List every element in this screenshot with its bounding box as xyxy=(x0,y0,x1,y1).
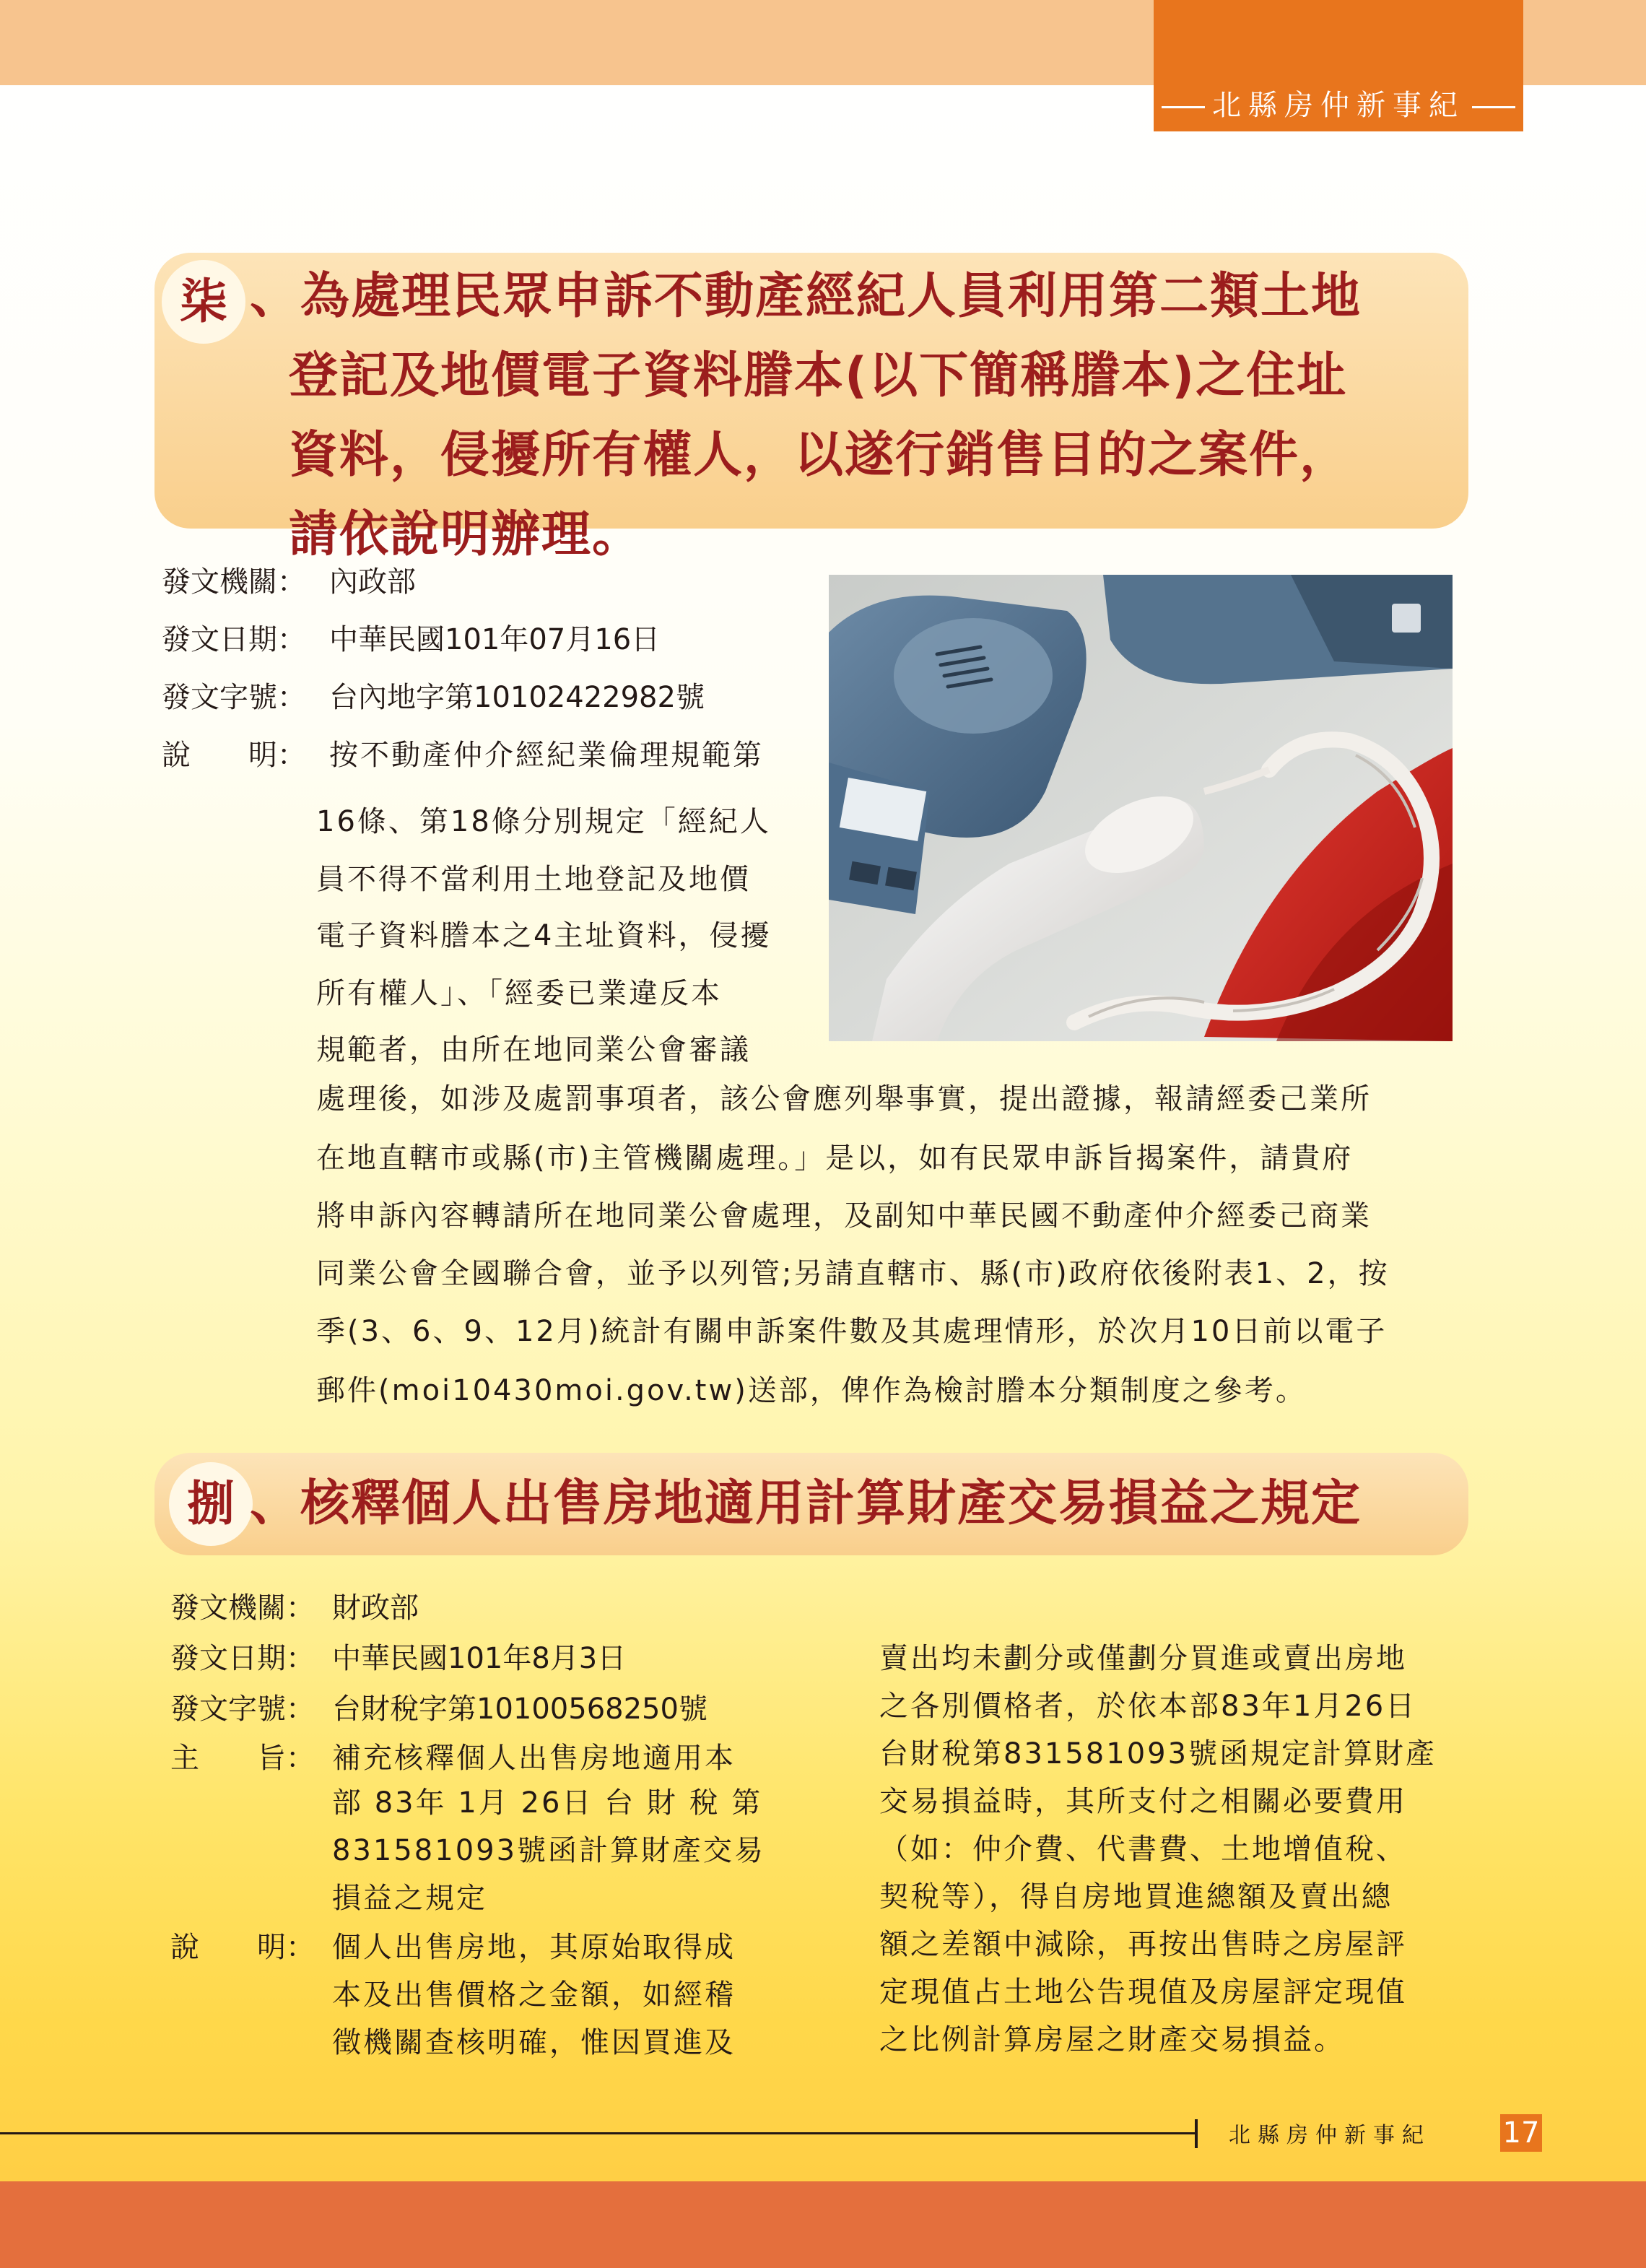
desc-line: 徵機關查核明確，惟因買進及 xyxy=(332,2026,736,2059)
desc-line: 之各別價格者，於依本部83年1月26日 xyxy=(879,1690,1417,1723)
footer-title: 北縣房仲新事紀 xyxy=(1229,2123,1431,2148)
page-number: 17 xyxy=(1500,2114,1542,2152)
section8-info xyxy=(170,1583,736,1782)
header-title-row xyxy=(1154,82,1523,123)
section8-heading xyxy=(154,1453,1468,1555)
section7-title-line: 請依說明辦理。 xyxy=(289,506,643,563)
section8-desc-row xyxy=(170,1924,736,1971)
telephone-photo xyxy=(829,575,1453,1041)
subject-line: 部 83年 1月 26日 台 財 稅 第 xyxy=(332,1786,763,1820)
desc-line: 個人出售房地，其原始取得成 xyxy=(332,1931,736,1964)
ref-value: 台財稅字第10100568250號 xyxy=(332,1693,707,1726)
section8-desc-right xyxy=(879,1635,1437,2064)
section7-title-line: 、為處理民眾申訴不動產經紀人員利用第二類土地 xyxy=(250,268,1362,325)
section7-ref-row xyxy=(162,669,764,726)
telephone-illustration xyxy=(829,575,1453,1041)
section7-desc-line: 將申訴內容轉請所在地同業公會處理，及副知中華民國不動產仲介經委己商業 xyxy=(316,1199,1372,1233)
desc-line: 台財稅第831581093號函規定計算財產 xyxy=(879,1737,1437,1770)
desc-label: 說 明： xyxy=(170,1931,315,1964)
subject-line: 損益之規定 xyxy=(332,1882,487,1915)
subject-line: 補充核釋個人出售房地適用本 xyxy=(332,1742,736,1775)
desc-line: 額之差額中減除，再按出售時之房屋評 xyxy=(879,1928,1407,1961)
section7-desc-line: 同業公會全國聯合會，並予以列管;另請直轄市、縣(市)政府依後附表1、2，按 xyxy=(316,1257,1390,1290)
header-tab xyxy=(1154,0,1523,131)
section7-heading xyxy=(154,253,1468,563)
section7-desc-line: 員不得不當利用土地登記及地價 xyxy=(316,863,751,896)
section7-issuer-row xyxy=(162,553,764,611)
section8-number: 捌 xyxy=(169,1462,253,1546)
date-value: 中華民國101年07月16日 xyxy=(329,623,661,656)
header-title: 北縣房仲新事紀 xyxy=(1212,89,1465,122)
section7-desc-line: 在地直轄市或縣(市)主管機關處理。」是以，如有民眾申訴旨揭案件，請貴府 xyxy=(316,1142,1354,1175)
section7-desc-line: 處理後，如涉及處罰事項者，該公會應列舉事實，提出證據，報請經委己業所 xyxy=(316,1082,1372,1116)
footer-rule-end xyxy=(1195,2119,1198,2148)
header-dash-left xyxy=(1162,106,1205,108)
desc-line: 按不動產仲介經紀業倫理規範第 xyxy=(329,739,764,772)
desc-line: 本及出售價格之金額，如經稽 xyxy=(332,1978,736,2012)
issuer-label: 發文機關： xyxy=(170,1591,315,1625)
section7-desc-line: 季(3、6、9、12月)統計有關申訴案件數及其處理情形，於次月10日前以電子 xyxy=(316,1315,1388,1348)
ref-label: 發文字號： xyxy=(162,681,306,714)
section7-title-line: 登記及地價電子資料謄本(以下簡稱謄本)之住址 xyxy=(289,347,1348,404)
header-dash-right xyxy=(1472,106,1515,108)
desc-line: 之比例計算房屋之財產交易損益。 xyxy=(879,2023,1345,2056)
section7-title-line: 資料，侵擾所有權人，以遂行銷售目的之案件， xyxy=(289,427,1351,484)
section7-desc-line: 郵件(moi10430moi.gov.tw)送部，俾作為檢討謄本分類制度之參考。 xyxy=(316,1374,1307,1407)
section7-info xyxy=(162,553,764,784)
section7-number: 柒 xyxy=(162,260,245,344)
section7-date-row xyxy=(162,611,764,669)
section8-desc-left xyxy=(170,1924,736,2067)
desc-line: 契稅等），得自房地買進總額及賣出總 xyxy=(879,1880,1393,1913)
section7-desc-line: 電子資料謄本之4主址資料，侵擾 xyxy=(316,919,772,952)
section7-desc-row xyxy=(162,726,764,784)
subject-label: 主 旨： xyxy=(170,1742,315,1775)
ref-value: 台內地字第10102422982號 xyxy=(329,681,705,714)
issuer-label: 發文機關： xyxy=(162,565,306,599)
section7-title xyxy=(250,257,1463,575)
date-label: 發文日期： xyxy=(162,623,306,656)
section7-desc-line: 所有權人」、「經委已業違反本 xyxy=(316,977,722,1010)
section8-title: 、核釋個人出售房地適用計算財產交易損益之規定 xyxy=(250,1475,1362,1532)
issuer-value: 內政部 xyxy=(329,565,416,599)
section8-ref-row xyxy=(170,1684,736,1734)
date-label: 發文日期： xyxy=(170,1642,315,1675)
date-value: 中華民國101年8月3日 xyxy=(332,1642,627,1675)
section7-desc-line: 16條、第18條分別規定「經紀人 xyxy=(316,805,771,838)
footer-rule xyxy=(0,2132,1195,2134)
section8-subject-row xyxy=(170,1734,736,1782)
section8-subject-cont xyxy=(332,1779,765,1922)
subject-line: 831581093號函計算財產交易 xyxy=(332,1834,766,1867)
issuer-value: 財政部 xyxy=(332,1591,419,1625)
section8-date-row xyxy=(170,1633,736,1684)
desc-line: （如：仲介費、代書費、土地增值稅、 xyxy=(879,1833,1407,1866)
section7-desc-line: 規範者，由所在地同業公會審議 xyxy=(316,1033,751,1066)
ref-label: 發文字號： xyxy=(170,1693,315,1726)
desc-line: 交易損益時，其所支付之相關必要費用 xyxy=(879,1785,1407,1818)
section8-issuer-row xyxy=(170,1583,736,1633)
desc-line: 定現值占土地公告現值及房屋評定現值 xyxy=(879,1976,1407,2009)
desc-line: 賣出均未劃分或僅劃分買進或賣出房地 xyxy=(879,1642,1407,1675)
desc-label: 說 明： xyxy=(162,739,306,772)
footer-band xyxy=(0,2181,1646,2268)
